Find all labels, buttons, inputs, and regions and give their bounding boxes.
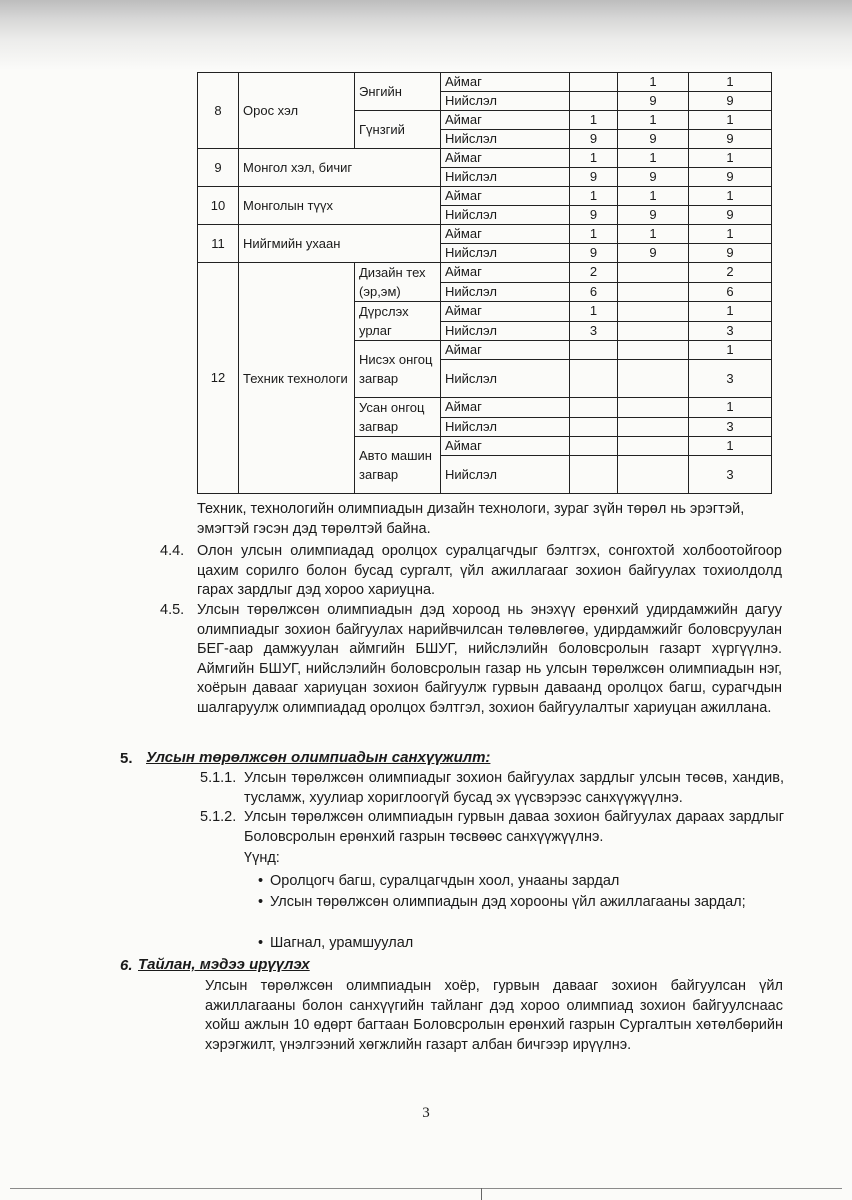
table-row <box>198 149 772 168</box>
value-cell <box>570 417 618 437</box>
value-cell: 1 <box>689 341 772 360</box>
row-number: 11 <box>198 225 239 263</box>
value-cell: 9 <box>618 206 689 225</box>
value-cell: 1 <box>689 302 772 322</box>
subject-cell: Техник технологи <box>239 263 355 494</box>
value-cell: 1 <box>570 149 618 168</box>
item-number-4-5: 4.5. <box>160 602 185 618</box>
level-cell: Дизайн тех (эр,эм) <box>355 263 441 302</box>
location-cell: Нийслэл <box>441 206 570 225</box>
value-cell: 1 <box>689 437 772 456</box>
footer-divider <box>10 1188 842 1189</box>
table-row <box>198 263 772 283</box>
list-item <box>258 934 778 954</box>
value-cell <box>618 398 689 418</box>
location-cell: Аймаг <box>441 73 570 92</box>
list-item-text: Шагнал, урамшуулал <box>270 935 414 951</box>
table-row <box>198 73 772 92</box>
value-cell <box>618 341 689 360</box>
section-number-5: 5. <box>120 750 133 767</box>
section-title-6: Тайлан, мэдээ ирүүлэх <box>138 956 310 973</box>
item-text-5-1-2: Улсын төрөлжсөн олимпиадын гурвын даваа зохион байгуулах дараах зардлыг Боловсролын ерөнхий газрын төсвөөс санхүүжүүлнэ. <box>244 809 784 845</box>
value-cell: 1 <box>618 149 689 168</box>
value-cell: 9 <box>689 92 772 111</box>
value-cell <box>618 282 689 302</box>
level-cell: Гүнзгий <box>355 111 441 149</box>
table-note: Техник, технологийн олимпиадын дизайн технологи, зураг зүйн төрөл нь эрэгтэй, эмэгтэй гэсэн дэд төрөлтэй байна. <box>197 501 745 537</box>
row-number: 8 <box>198 73 239 149</box>
value-cell <box>570 341 618 360</box>
list-item-text: Улсын төрөлжсөн олимпиадын дэд хорооны үйл ажиллагааны зардал; <box>270 894 746 910</box>
value-cell <box>618 417 689 437</box>
value-cell <box>618 263 689 283</box>
bullet-icon: • <box>258 873 264 889</box>
location-cell: Нийслэл <box>441 92 570 111</box>
value-cell: 9 <box>570 168 618 187</box>
location-cell: Нийслэл <box>441 282 570 302</box>
section-title-5: Улсын төрөлжсөн олимпиадын санхүүжилт: <box>146 749 491 766</box>
value-cell: 9 <box>618 168 689 187</box>
value-cell: 1 <box>618 111 689 130</box>
footer-tick <box>481 1188 482 1200</box>
location-cell: Нийслэл <box>441 130 570 149</box>
value-cell <box>618 321 689 341</box>
location-cell: Нийслэл <box>441 417 570 437</box>
value-cell: 1 <box>689 398 772 418</box>
value-cell <box>618 437 689 456</box>
value-cell: 9 <box>689 206 772 225</box>
location-cell: Нийслэл <box>441 321 570 341</box>
value-cell <box>570 92 618 111</box>
page-number: 3 <box>422 1105 430 1121</box>
value-cell: 6 <box>689 282 772 302</box>
row-number: 9 <box>198 149 239 187</box>
level-cell: Нисэх онгоц загвар <box>355 341 441 398</box>
value-cell <box>570 437 618 456</box>
location-cell: Нийслэл <box>441 244 570 263</box>
subject-cell: Орос хэл <box>239 73 355 149</box>
table-row <box>198 225 772 244</box>
value-cell: 6 <box>570 282 618 302</box>
value-cell: 1 <box>618 187 689 206</box>
row-number: 12 <box>198 263 239 494</box>
value-cell <box>570 398 618 418</box>
value-cell: 9 <box>689 130 772 149</box>
row-number: 10 <box>198 187 239 225</box>
section-number-6: 6. <box>120 957 133 974</box>
value-cell: 9 <box>570 130 618 149</box>
value-cell: 3 <box>689 360 772 398</box>
item-number-5-1-1: 5.1.1. <box>200 770 237 786</box>
value-cell <box>570 360 618 398</box>
value-cell <box>570 73 618 92</box>
level-cell: Авто машин загвар <box>355 437 441 494</box>
value-cell: 9 <box>689 168 772 187</box>
section-6-text: Улсын төрөлжсөн олимпиадын хоёр, гурвын давааг зохион байгуулсан үйл ажиллагааны болон санхүүгийн тайланг дэд хороо олимпиад зохион байгуулснаас хойш ажлын 10 өдөрт багтаан Боловсролын ерөнхий газрын Сургалтын хөтөлбөрийн хэрэгжилт, үнэлгээний хөгжлийн газарт албан бичгээр ирүүлнэ. <box>205 978 783 1053</box>
item-text-4-4: Олон улсын олимпиадад оролцох суралцагчдыг бэлтгэх, сонгохтой холбоотойгоор цахим сорилго болон бусад сургалт, үйл ажиллагааг зохион байгуулах тохиолдолд гарах зардлыг дэд хороо хариуцна. <box>197 543 782 598</box>
location-cell: Аймаг <box>441 341 570 360</box>
olympiad-quota-table <box>197 72 772 494</box>
value-cell: 1 <box>570 187 618 206</box>
value-cell: 9 <box>618 244 689 263</box>
value-cell: 1 <box>689 225 772 244</box>
table-row <box>198 187 772 206</box>
value-cell: 3 <box>689 456 772 494</box>
level-cell: Дүрслэх урлаг <box>355 302 441 341</box>
location-cell: Аймаг <box>441 225 570 244</box>
value-cell: 1 <box>689 187 772 206</box>
value-cell: 1 <box>689 73 772 92</box>
item-text-5-1-1: Улсын төрөлжсөн олимпиадыг зохион байгуулах зардлыг улсын төсөв, хандив, тусламж, хуулиар хориглоогүй бусад эх үүсвэрээс санхүүжүүлнэ. <box>244 770 784 806</box>
includes-label: Үүнд: <box>244 850 280 866</box>
list-item <box>258 872 778 892</box>
value-cell: 3 <box>689 417 772 437</box>
subject-cell: Монголын түүх <box>239 187 441 225</box>
value-cell: 1 <box>689 111 772 130</box>
item-number-4-4: 4.4. <box>160 543 185 559</box>
value-cell: 1 <box>618 225 689 244</box>
value-cell: 1 <box>570 111 618 130</box>
location-cell: Нийслэл <box>441 360 570 398</box>
value-cell: 1 <box>618 73 689 92</box>
value-cell <box>570 456 618 494</box>
bullet-icon: • <box>258 894 264 910</box>
value-cell <box>618 360 689 398</box>
bullet-icon: • <box>258 935 264 951</box>
location-cell: Аймаг <box>441 187 570 206</box>
subject-cell: Монгол хэл, бичиг <box>239 149 441 187</box>
location-cell: Аймаг <box>441 263 570 283</box>
value-cell: 1 <box>570 225 618 244</box>
level-cell: Энгийн <box>355 73 441 111</box>
item-number-5-1-2: 5.1.2. <box>200 809 237 825</box>
list-item <box>258 893 784 913</box>
location-cell: Нийслэл <box>441 456 570 494</box>
location-cell: Аймаг <box>441 111 570 130</box>
level-cell: Усан онгоц загвар <box>355 398 441 437</box>
value-cell: 2 <box>689 263 772 283</box>
location-cell: Аймаг <box>441 302 570 322</box>
value-cell: 1 <box>570 302 618 322</box>
location-cell: Аймаг <box>441 398 570 418</box>
value-cell: 3 <box>570 321 618 341</box>
value-cell: 9 <box>618 130 689 149</box>
value-cell <box>618 302 689 322</box>
value-cell: 9 <box>689 244 772 263</box>
value-cell: 9 <box>570 244 618 263</box>
value-cell <box>618 456 689 494</box>
location-cell: Нийслэл <box>441 168 570 187</box>
location-cell: Аймаг <box>441 149 570 168</box>
value-cell: 3 <box>689 321 772 341</box>
item-text-4-5: Улсын төрөлжсөн олимпиадын дэд хороод нь энэхүү ерөнхий удирдамжийн дагуу олимпиадыг зохион байгуулах нарийвчилсан төлөвлөгөө, удирдамжийг боловсруулан БЕГ-аар дамжуулан аймгийн БШУГ, нийслэлийн боловсролын газарт хүргүүлнэ. Аймгийн БШУГ, нийслэлийн боловсролын газар нь улсын төрөлжсөн олимпиадын нэг, хоёрын давааг хариуцан зохион байгуулж гурвын даваанд оролцох багш, сурагчдын шалгаруулж олимпиадад оролцох бэлтгэл, зохион байгуулалтыг хариуцан ажиллана. <box>197 602 782 716</box>
value-cell: 9 <box>570 206 618 225</box>
subject-cell: Нийгмийн ухаан <box>239 225 441 263</box>
location-cell: Аймаг <box>441 437 570 456</box>
value-cell: 2 <box>570 263 618 283</box>
list-item-text: Оролцогч багш, суралцагчдын хоол, унааны зардал <box>270 873 620 889</box>
value-cell: 9 <box>618 92 689 111</box>
value-cell: 1 <box>689 149 772 168</box>
